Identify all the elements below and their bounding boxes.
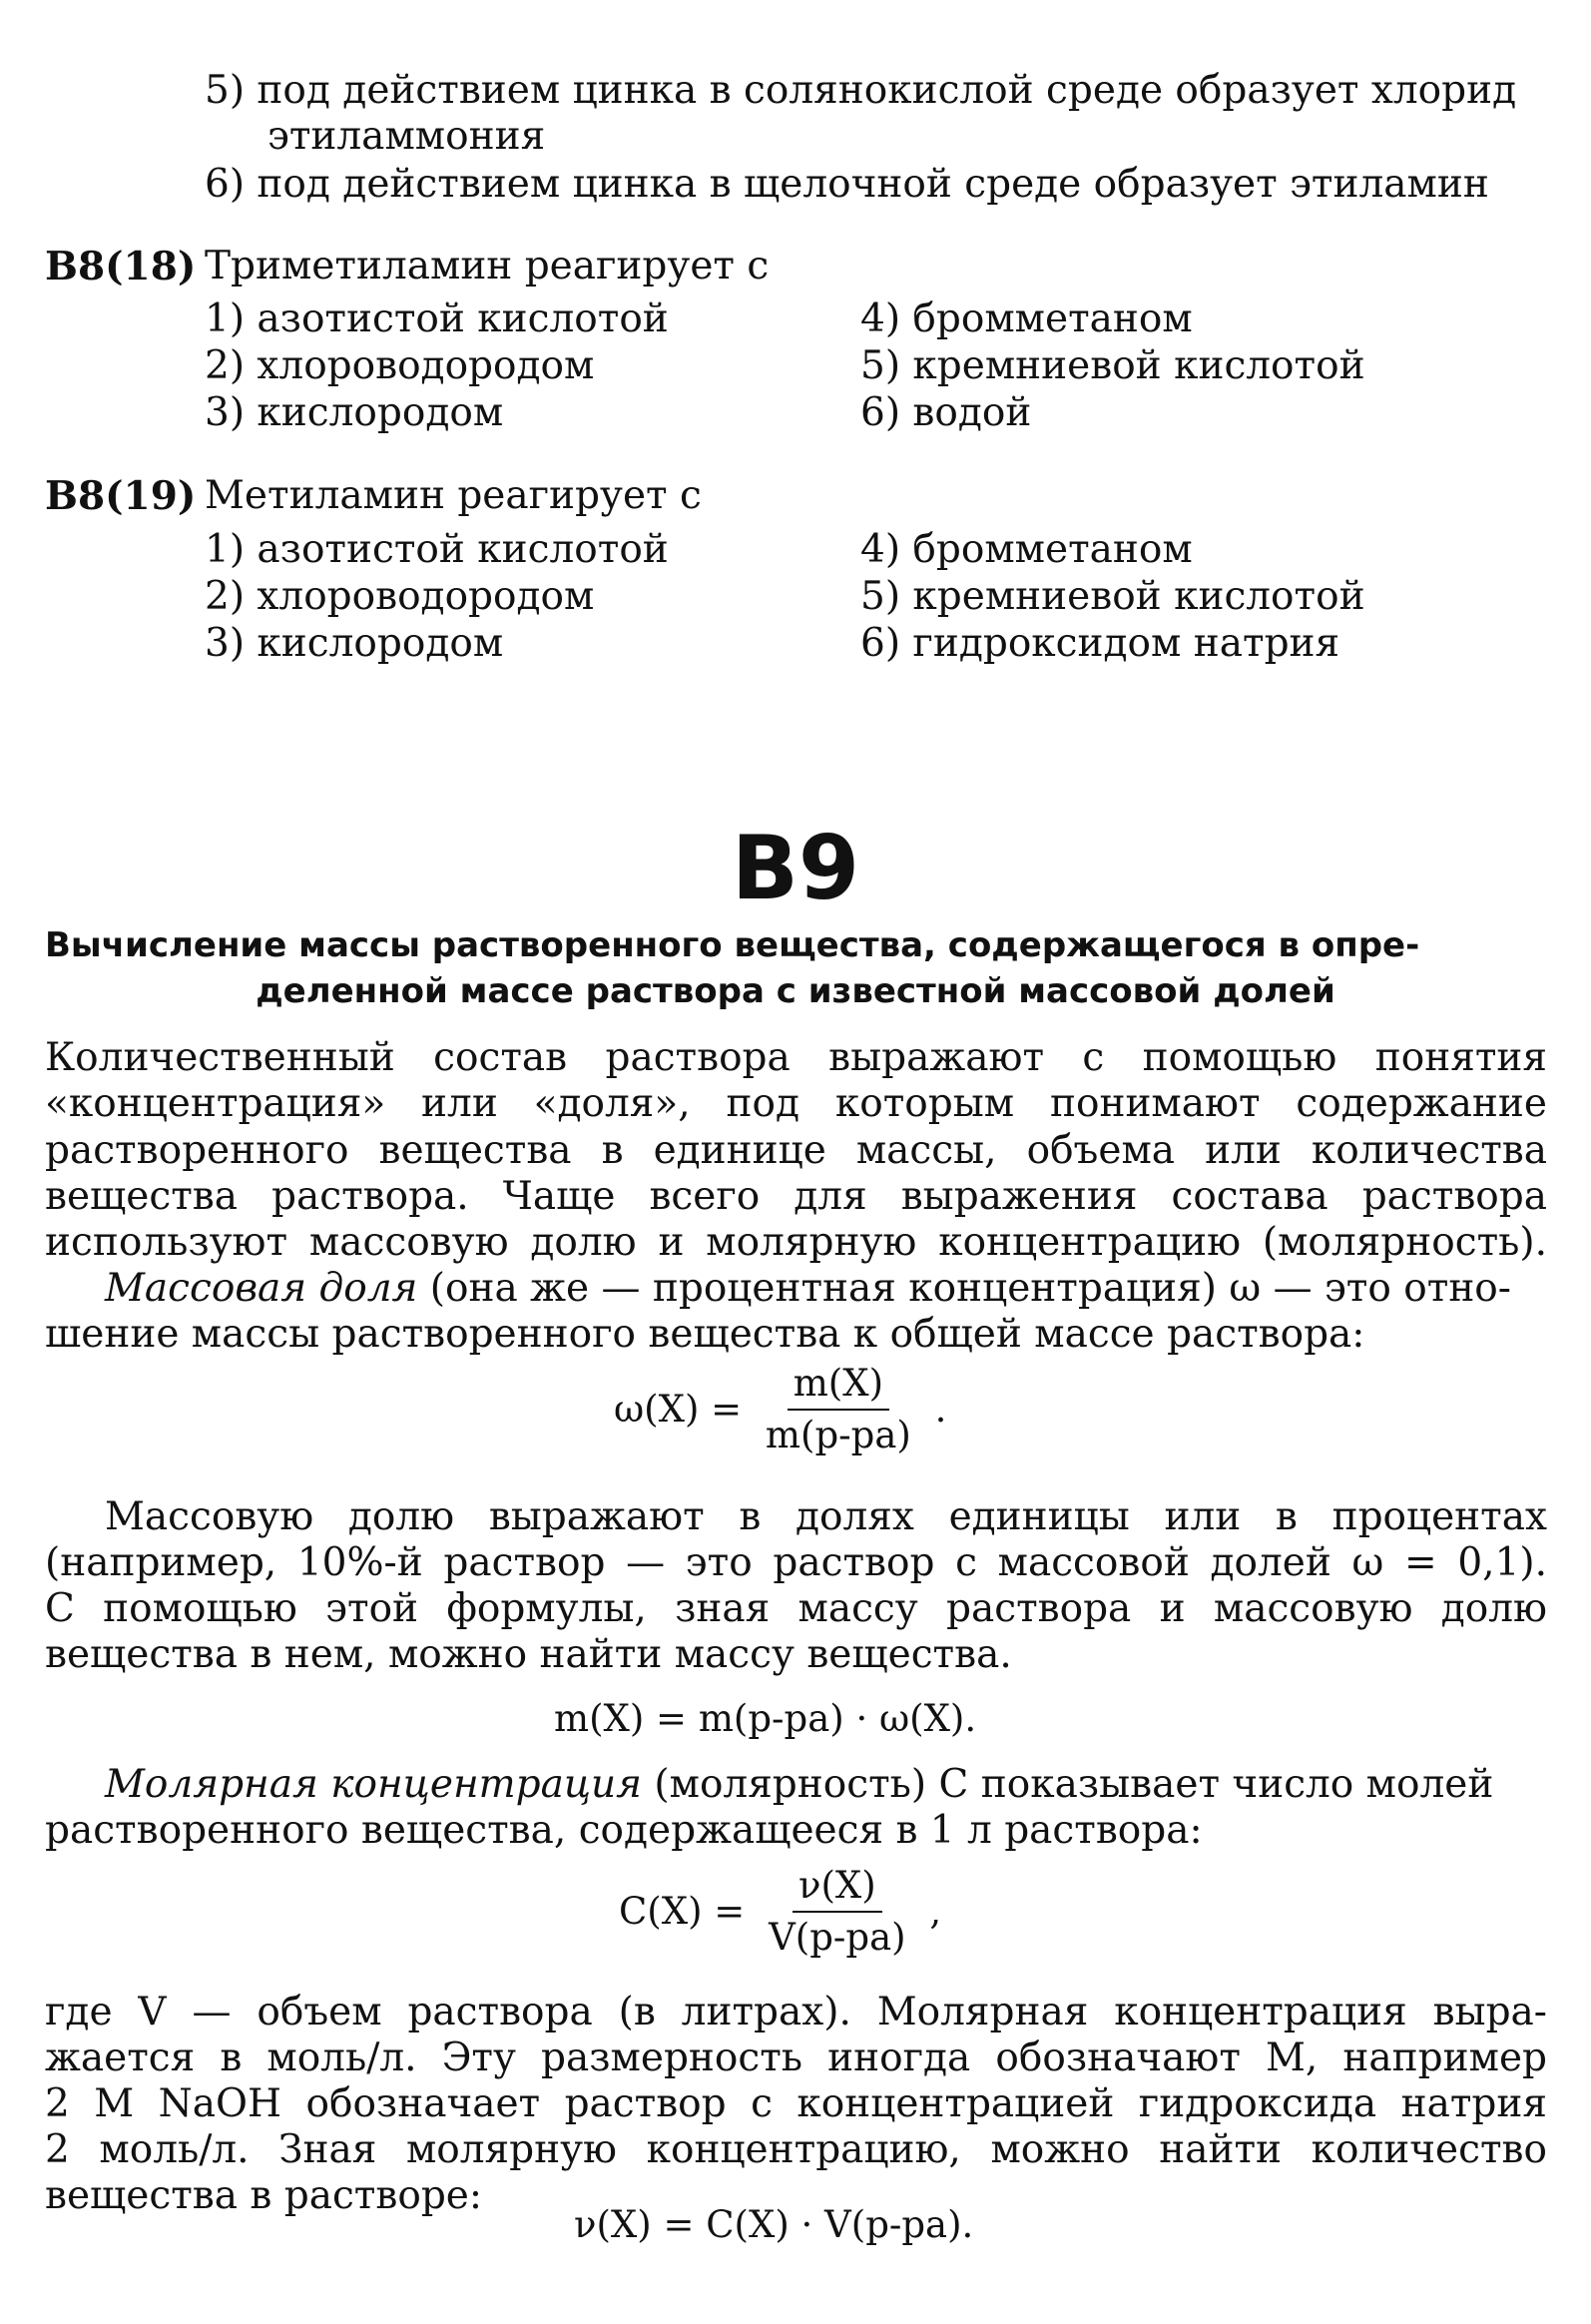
option-5-line1: 5) под действием цинка в солянокислой среде образует хлорид [205,68,1517,113]
paragraph-line [105,1266,1511,1312]
term-molar-concentration: Молярная концентрация [105,1762,642,1807]
answer-option: 3) кислородом [205,621,504,666]
answer-option: 5) кремниевой кислотой [860,343,1365,388]
question-text-b8-19: Метиламин реагирует с [205,473,702,518]
paragraph-line: растворенного вещества в единице массы, объема или количества [45,1128,1547,1173]
formula-molar-concentration [619,1865,941,1959]
paragraph-line: 2 моль/л. Зная молярную концентрацию, можно найти количество [45,2127,1547,2172]
paragraph-line: 2 М NaOH обозначает раствор с концентрацией гидроксида натрия [45,2081,1547,2126]
section-title-line2: деленной массе раствора с известной массовой долей [256,971,1335,1011]
formula-lhs: ω(X) = [614,1388,743,1431]
fraction-denominator: V(р-ра) [769,1916,906,1959]
formula-tail: , [929,1890,942,1933]
paragraph-line: шение массы растворенного вещества к общей массе раствора: [45,1312,1365,1357]
paragraph-line: С помощью этой формулы, зная массу раствора и массовую долю [45,1586,1547,1631]
answer-option: 2) хлороводородом [205,574,595,619]
option-6: 6) под действием цинка в щелочной среде образует этиламин [205,162,1489,207]
answer-option: 5) кремниевой кислотой [860,574,1365,619]
paragraph-line: «концентрация» или «доля», под которым понимают содержание [45,1081,1547,1126]
formula-mass: m(X) = m(р-ра) · ω(X). [554,1697,977,1740]
question-label-b8-18: B8(18) [45,244,197,290]
paragraph-line: Массовую долю выражают в долях единицы или в процентах [105,1494,1547,1539]
question-text-b8-18: Триметиламин реагирует с [205,244,770,289]
paragraph-line: жается в моль/л. Эту размерность иногда обозначают М, например [45,2035,1547,2080]
option-5-line2: этиламмония [267,114,546,159]
paragraph-line [105,1762,1493,1808]
answer-option: 4) бромметаном [860,296,1193,341]
paragraph-text: (молярность) C показывает число молей [654,1762,1494,1807]
fraction-numerator: ν(X) [793,1865,882,1913]
paragraph-line: (например, 10%-й раствор — это раствор с массовой долей ω = 0,1). [45,1540,1547,1585]
paragraph-line: вещества в растворе: [45,2173,483,2218]
paragraph-line: растворенного вещества, содержащееся в 1 л раствора: [45,1808,1203,1853]
fraction [760,1363,917,1456]
paragraph-line: где V — объем раствора (в литрах). Молярная концентрация выра- [45,1990,1547,2034]
answer-option: 4) бромметаном [860,527,1193,572]
answer-option: 2) хлороводородом [205,343,595,388]
question-label-b8-19: B8(19) [45,473,197,519]
formula-tail: . [934,1388,947,1431]
fraction-denominator: m(р-ра) [765,1414,911,1456]
answer-option: 1) азотистой кислотой [205,296,669,341]
answer-option: 6) водой [860,390,1032,435]
fraction-numerator: m(X) [788,1363,889,1411]
formula-lhs: C(X) = [619,1890,746,1933]
formula-amount: ν(X) = C(X) · V(р-ра). [574,2203,974,2246]
answer-option: 6) гидроксидом натрия [860,621,1340,666]
paragraph-text: (она же — процентная концентрация) ω — это отно- [429,1266,1511,1311]
paragraph-line: используют массовую долю и молярную концентрацию (молярность). [45,1220,1547,1265]
answer-option: 3) кислородом [205,390,504,435]
section-title-line1: Вычисление массы растворенного вещества, содержащегося в опре- [45,925,1420,965]
answer-option: 1) азотистой кислотой [205,527,669,572]
paragraph-line: Количественный состав раствора выражают с помощью понятия [45,1035,1547,1080]
paragraph-line: вещества раствора. Чаще всего для выражения состава раствора [45,1174,1547,1219]
paragraph-line: вещества в нем, можно найти массу вещества. [45,1632,1012,1677]
section-code: B9 [731,817,860,919]
fraction [763,1865,912,1959]
formula-mass-fraction [614,1363,946,1456]
term-mass-fraction: Массовая доля [105,1266,418,1311]
